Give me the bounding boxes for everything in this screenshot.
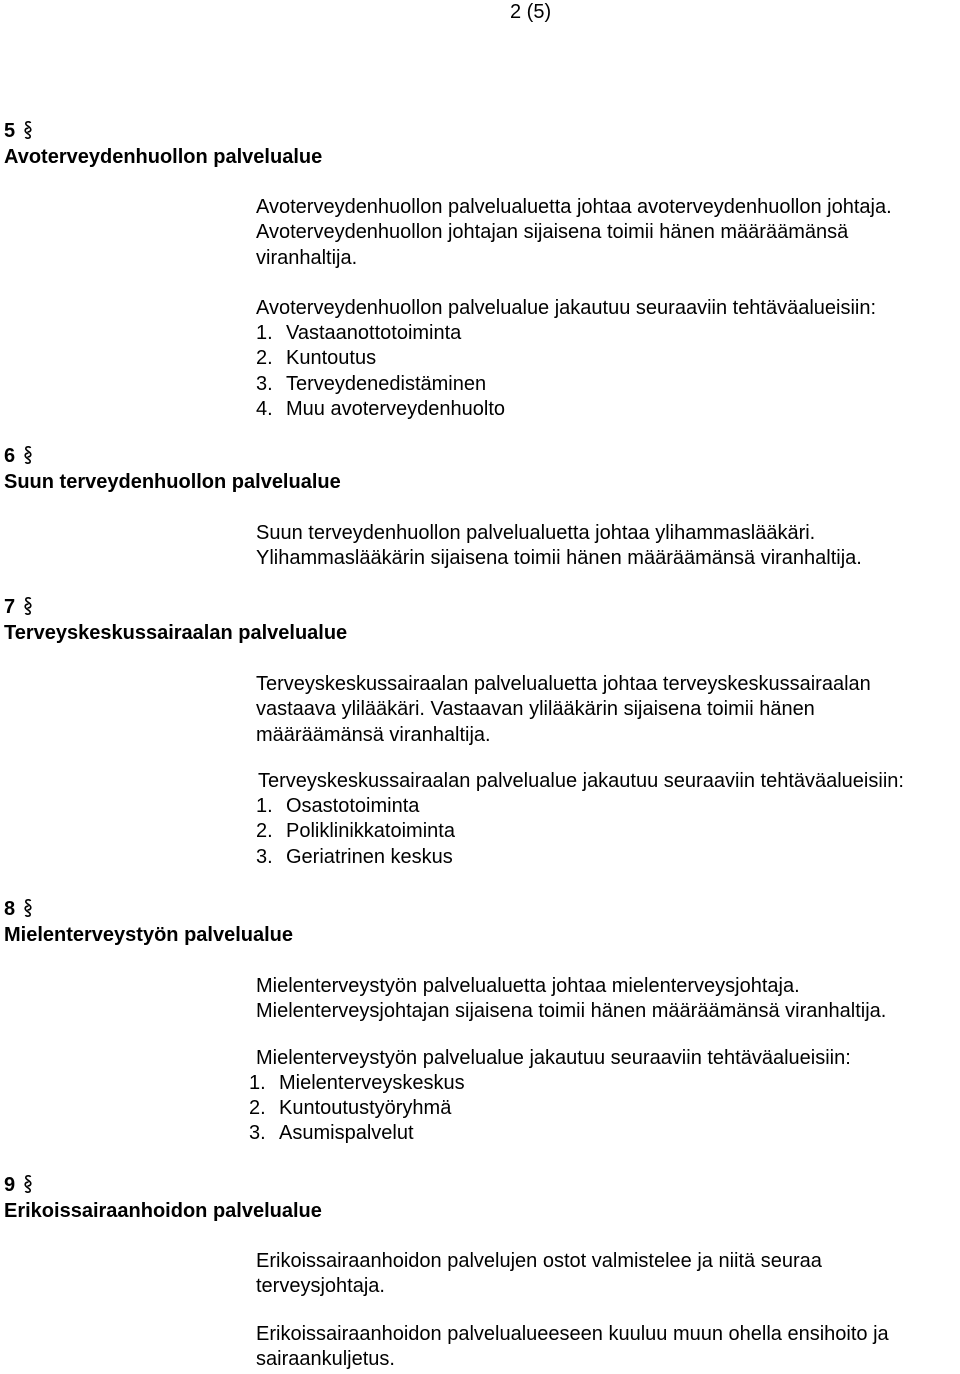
section-number: 6 bbox=[4, 445, 16, 467]
text-line: Terveyskeskussairaalan palvelualuetta johtaa terveyskeskussairaalan bbox=[256, 673, 871, 695]
text-line: terveysjohtaja. bbox=[256, 1275, 385, 1298]
section-title: Terveyskeskussairaalan palvelualue bbox=[4, 622, 348, 644]
text-line: Avoterveydenhuollon palvelualuetta johtaa avoterveydenhuollon johtaja. bbox=[256, 196, 892, 218]
text-line: viranhaltija. bbox=[256, 246, 358, 269]
section-title: Avoterveydenhuollon palvelualue bbox=[4, 146, 323, 168]
text-line: Mielenterveystyön palvelualuetta johtaa mielenterveysjohtaja. bbox=[256, 975, 800, 997]
section-number: 5 bbox=[4, 120, 16, 142]
list-item bbox=[249, 1096, 886, 1121]
task-list bbox=[256, 321, 892, 422]
list-text: Poliklinikkatoiminta bbox=[286, 820, 455, 843]
text-line: Avoterveydenhuollon palvelualue jakautuu seuraaviin tehtäväalueisiin: bbox=[256, 296, 877, 319]
section-title: Mielenterveystyön palvelualue bbox=[4, 924, 294, 946]
text-line: Ylihammaslääkärin sijaisena toimii hänen määräämänsä viranhaltija. bbox=[256, 547, 862, 570]
section-sign-icon bbox=[23, 445, 33, 465]
section-body-6 bbox=[256, 521, 862, 572]
text-line: Avoterveydenhuollon johtajan sijaisena toimii hänen määräämänsä bbox=[256, 221, 849, 244]
text-line: Erikoissairaanhoidon palvelualueeseen kuuluu muun ohella ensihoito ja bbox=[256, 1322, 889, 1345]
section-sign-icon bbox=[23, 596, 33, 616]
list-number: 1. bbox=[256, 795, 273, 818]
text-line: määräämänsä viranhaltija. bbox=[256, 723, 491, 746]
list-item bbox=[256, 845, 904, 870]
section-heading-8 bbox=[4, 896, 293, 948]
text-line: vastaava ylilääkäri. Vastaavan ylilääkärin sijaisena toimii hänen bbox=[256, 698, 815, 721]
list-text: Terveydenedistäminen bbox=[286, 372, 487, 395]
list-text: Muu avoterveydenhuolto bbox=[286, 398, 506, 421]
section-number: 8 bbox=[4, 898, 16, 920]
section-sign-icon bbox=[23, 120, 33, 140]
list-item bbox=[256, 372, 892, 397]
section-body-9 bbox=[256, 1249, 889, 1372]
section-heading-6 bbox=[4, 443, 341, 495]
list-number: 1. bbox=[256, 322, 273, 345]
list-item bbox=[256, 819, 904, 844]
section-heading-9 bbox=[4, 1172, 322, 1224]
list-item bbox=[256, 346, 892, 371]
list-number: 4. bbox=[256, 398, 273, 421]
list-number: 1. bbox=[249, 1071, 266, 1094]
list-text: Osastotoiminta bbox=[286, 795, 420, 818]
section-body-5 bbox=[256, 195, 892, 422]
list-item bbox=[256, 794, 904, 819]
text-line: Suun terveydenhuollon palvelualuetta johtaa ylihammaslääkäri. bbox=[256, 522, 816, 544]
section-number: 9 bbox=[4, 1174, 16, 1196]
text-line: Terveyskeskussairaalan palvelualue jakautuu seuraaviin tehtäväalueisiin: bbox=[258, 769, 904, 792]
list-text: Geriatrinen keskus bbox=[286, 845, 453, 868]
list-number: 3. bbox=[249, 1122, 266, 1145]
list-text: Kuntoutustyöryhmä bbox=[279, 1097, 452, 1120]
task-list bbox=[256, 794, 904, 870]
section-heading-5 bbox=[4, 118, 322, 170]
list-item bbox=[249, 1071, 886, 1096]
section-sign-icon bbox=[23, 1174, 33, 1194]
list-number: 2. bbox=[256, 347, 273, 370]
list-item bbox=[249, 1121, 886, 1146]
section-heading-7 bbox=[4, 594, 347, 646]
section-title: Erikoissairaanhoidon palvelualue bbox=[4, 1200, 322, 1222]
section-number: 7 bbox=[4, 596, 16, 618]
section-title: Suun terveydenhuollon palvelualue bbox=[4, 471, 341, 493]
section-sign-icon bbox=[23, 898, 33, 918]
text-line: Mielenterveystyön palvelualue jakautuu seuraaviin tehtäväalueisiin: bbox=[256, 1046, 851, 1069]
list-text: Kuntoutus bbox=[286, 347, 377, 370]
list-number: 2. bbox=[256, 820, 273, 843]
page-number: 2 (5) bbox=[510, 1, 552, 23]
task-list bbox=[249, 1071, 886, 1147]
text-line: Mielenterveysjohtajan sijaisena toimii hänen määräämänsä viranhaltija. bbox=[256, 1000, 887, 1023]
list-number: 2. bbox=[249, 1097, 266, 1120]
list-text: Vastaanottotoiminta bbox=[286, 322, 462, 345]
list-number: 3. bbox=[256, 372, 273, 395]
section-body-8 bbox=[249, 974, 887, 1147]
list-item bbox=[256, 397, 892, 422]
list-number: 3. bbox=[256, 845, 273, 868]
list-text: Asumispalvelut bbox=[279, 1122, 414, 1145]
text-line: Erikoissairaanhoidon palvelujen ostot valmistelee ja niitä seuraa bbox=[256, 1250, 822, 1272]
section-body-7 bbox=[256, 672, 904, 870]
list-text: Mielenterveyskeskus bbox=[279, 1071, 465, 1094]
list-item bbox=[256, 321, 892, 346]
text-line: sairaankuljetus. bbox=[256, 1347, 395, 1370]
